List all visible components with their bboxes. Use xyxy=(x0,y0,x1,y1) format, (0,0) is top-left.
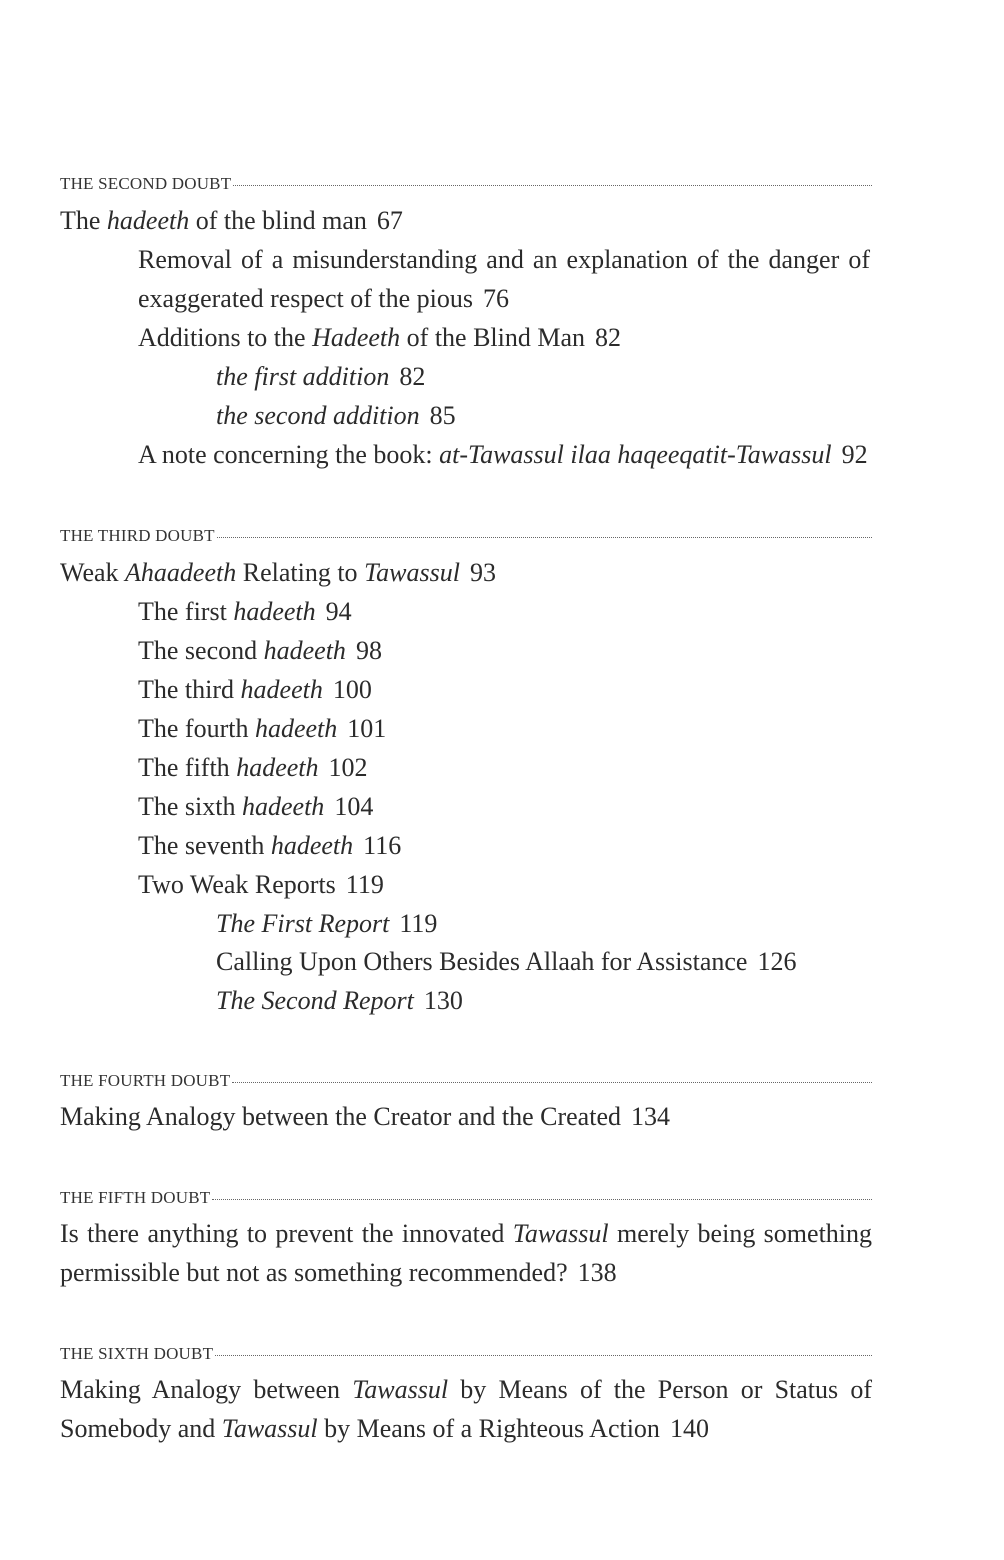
page-number: 104 xyxy=(334,792,374,821)
dot-leader xyxy=(233,184,872,186)
page-number: 93 xyxy=(469,558,496,587)
toc-entry[interactable]: Additions to the Hadeeth of the Blind Man 82 xyxy=(138,323,622,352)
toc-entry[interactable]: Removal of a misunderstanding and an explanation of the danger of xyxy=(138,245,870,274)
page-number: 98 xyxy=(355,636,382,665)
page-number: 85 xyxy=(429,401,456,430)
page-number: 67 xyxy=(376,206,403,235)
page-number: 140 xyxy=(669,1414,709,1443)
toc-entry[interactable]: The sixth hadeeth 104 xyxy=(138,792,374,821)
page-number: 76 xyxy=(482,284,509,313)
toc-entry[interactable]: The second hadeeth 98 xyxy=(138,636,382,665)
page-number: 102 xyxy=(328,753,368,782)
toc-entry[interactable]: The First Report 119 xyxy=(216,909,438,938)
toc-entry[interactable]: The fifth hadeeth 102 xyxy=(138,753,368,782)
toc-entry[interactable]: The third hadeeth 100 xyxy=(138,675,372,704)
page-number: 82 xyxy=(595,323,622,352)
page-number: 82 xyxy=(399,362,426,391)
toc-entry[interactable]: Calling Upon Others Besides Allaah for Assistance 126 xyxy=(216,947,797,976)
page-number: 94 xyxy=(325,597,352,626)
page-number: 101 xyxy=(347,714,387,743)
section-heading-fourth-doubt: THE FOURTH DOUBT xyxy=(60,1071,872,1091)
page-number: 100 xyxy=(332,675,372,704)
page-number: 126 xyxy=(757,947,797,976)
toc-entry[interactable]: the second addition 85 xyxy=(216,401,456,430)
toc-entry[interactable]: Somebody and Tawassul by Means of a Righteous Action 140 xyxy=(60,1414,709,1443)
toc-entry[interactable]: Weak Ahaadeeth Relating to Tawassul 93 xyxy=(60,558,496,587)
page-number: 138 xyxy=(577,1258,617,1287)
toc-entry[interactable]: A note concerning the book: at-Tawassul ilaa haqeeqatit-Tawassul 92 xyxy=(138,440,868,469)
toc-entry[interactable]: exaggerated respect of the pious 76 xyxy=(138,284,509,313)
dot-leader xyxy=(212,1198,872,1200)
section-heading-fifth-doubt: THE FIFTH DOUBT xyxy=(60,1188,872,1208)
section-heading-third-doubt: THE THIRD DOUBT xyxy=(60,526,872,546)
toc-entry[interactable]: Two Weak Reports 119 xyxy=(138,870,384,899)
toc-entry[interactable]: the first addition 82 xyxy=(216,362,426,391)
toc-entry[interactable]: permissible but not as something recommended? 138 xyxy=(60,1258,617,1287)
page-number: 130 xyxy=(423,986,463,1015)
toc-entry[interactable]: Making Analogy between the Creator and the Created 134 xyxy=(60,1102,670,1131)
toc-entry[interactable]: The fourth hadeeth 101 xyxy=(138,714,387,743)
toc-entry[interactable]: Making Analogy between Tawassul by Means of the Person or Status of xyxy=(60,1375,872,1404)
page-number: 119 xyxy=(345,870,384,899)
toc-entry[interactable]: The seventh hadeeth 116 xyxy=(138,831,402,860)
page-number: 116 xyxy=(363,831,402,860)
toc-entry[interactable]: Is there anything to prevent the innovated Tawassul merely being something xyxy=(60,1219,873,1248)
toc-entry[interactable]: The Second Report 130 xyxy=(216,986,463,1015)
dot-leader xyxy=(232,1081,872,1083)
page-number: 92 xyxy=(841,440,868,469)
page-number: 134 xyxy=(630,1102,670,1131)
dot-leader xyxy=(215,1354,872,1356)
dot-leader xyxy=(217,536,872,538)
toc-entry[interactable]: The hadeeth of the blind man 67 xyxy=(60,206,403,235)
toc-entry[interactable]: The first hadeeth 94 xyxy=(138,597,352,626)
section-heading-sixth-doubt: THE SIXTH DOUBT xyxy=(60,1344,872,1364)
page-number: 119 xyxy=(399,909,438,938)
section-heading-second-doubt: THE SECOND DOUBT xyxy=(60,174,872,194)
